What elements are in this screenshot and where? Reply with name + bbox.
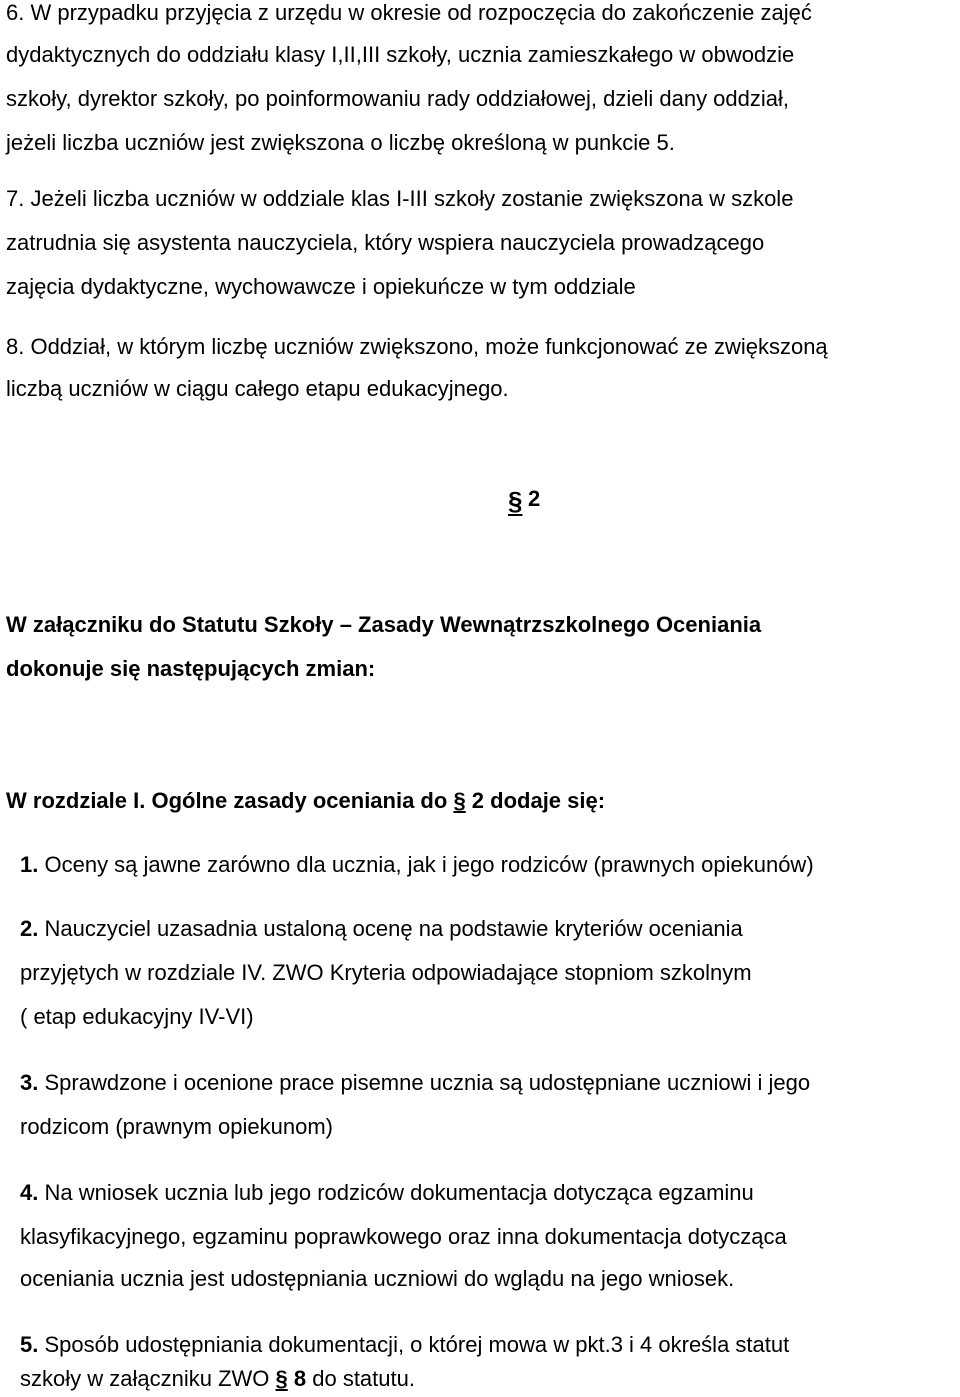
paragraph-number: 2 [528,486,541,511]
point-3-number: 3. [20,1070,39,1095]
point-5-line-1 [20,1332,789,1358]
point-3-line-2: rodzicom (prawnym opiekunom) [20,1114,333,1139]
item-6-line-4: jeżeli liczba uczniów jest zwiększona o liczbę określoną w punkcie 5. [6,130,675,155]
point-4-line-2: klasyfikacyjnego, egzaminu poprawkowego oraz inna dokumentacja dotycząca [20,1224,787,1249]
point-4-number: 4. [20,1180,39,1205]
point-4-line-1 [20,1180,754,1206]
point-1 [20,852,814,878]
point-5-text-1: Sposób udostępniania dokumentacji, o której mowa w pkt.3 i 4 określa statut [44,1332,790,1357]
item-8-line-1: 8. Oddział, w którym liczbę uczniów zwiększono, może funkcjonować ze zwiększoną [6,334,828,359]
point-2-text-1: Nauczyciel uzasadnia ustaloną ocenę na podstawie kryteriów oceniania [44,916,743,941]
paragraph-sign: § [508,486,523,516]
point-1-number: 1. [20,852,39,877]
point-1-text: Oceny są jawne zarówno dla ucznia, jak i jego rodziców (prawnych opiekunów) [44,852,814,877]
point-2-line-1 [20,916,743,942]
point-5-number: 5. [20,1332,39,1357]
chapter-heading [6,788,605,814]
point-5-line-2 [20,1366,415,1392]
point-5-section-sign: § [275,1366,288,1391]
point-3-line-1 [20,1070,810,1096]
chapter-section-sign: § [453,788,466,813]
item-6-line-2: dydaktycznych do oddziału klasy I,II,III szkoły, ucznia zamieszkałego w obwodzie [6,42,795,67]
item-8-line-2: liczbą uczniów w ciągu całego etapu edukacyjnego. [6,376,509,401]
point-2-line-3: ( etap edukacyjny IV-VI) [20,1004,254,1029]
point-5-section-number: 8 [293,1366,307,1391]
point-2-line-2: przyjętych w rozdziale IV. ZWO Kryteria odpowiadające stopniom szkolnym [20,960,752,985]
intro-line-2: dokonuje się następujących zmian: [6,656,376,681]
item-7-line-3: zajęcia dydaktyczne, wychowawcze i opiekuńcze w tym oddziale [6,274,636,299]
chapter-prefix: W rozdziale I. Ogólne zasady oceniania do [6,788,454,813]
point-5-last-suffix: do statutu. [306,1366,415,1391]
chapter-suffix: 2 dodaje się: [465,788,606,813]
item-6-line-3: szkoły, dyrektor szkoły, po poinformowaniu rady oddziałowej, dzieli dany oddział, [6,86,790,111]
point-4-line-3: oceniania ucznia jest udostępniania uczniowi do wglądu na jego wniosek. [20,1266,735,1291]
point-3-text-1: Sprawdzone i ocenione prace pisemne ucznia są udostępniane uczniowi i jego [44,1070,811,1095]
item-7-line-1: 7. Jeżeli liczba uczniów w oddziale klas I-III szkoły zostanie zwiększona w szkole [6,186,794,211]
point-2-number: 2. [20,916,39,941]
intro-line-1: W załączniku do Statutu Szkoły – Zasady Wewnątrzszkolnego Oceniania [6,612,762,637]
item-6-line-1: 6. W przypadku przyjęcia z urzędu w okresie od rozpoczęcia do zakończenie zajęć [6,0,812,25]
point-4-text-1: Na wniosek ucznia lub jego rodziców dokumentacja dotycząca egzaminu [44,1180,754,1205]
item-7-line-2: zatrudnia się asystenta nauczyciela, który wspiera nauczyciela prowadzącego [6,230,765,255]
point-5-last-prefix: szkoły w załączniku ZWO [20,1366,276,1391]
